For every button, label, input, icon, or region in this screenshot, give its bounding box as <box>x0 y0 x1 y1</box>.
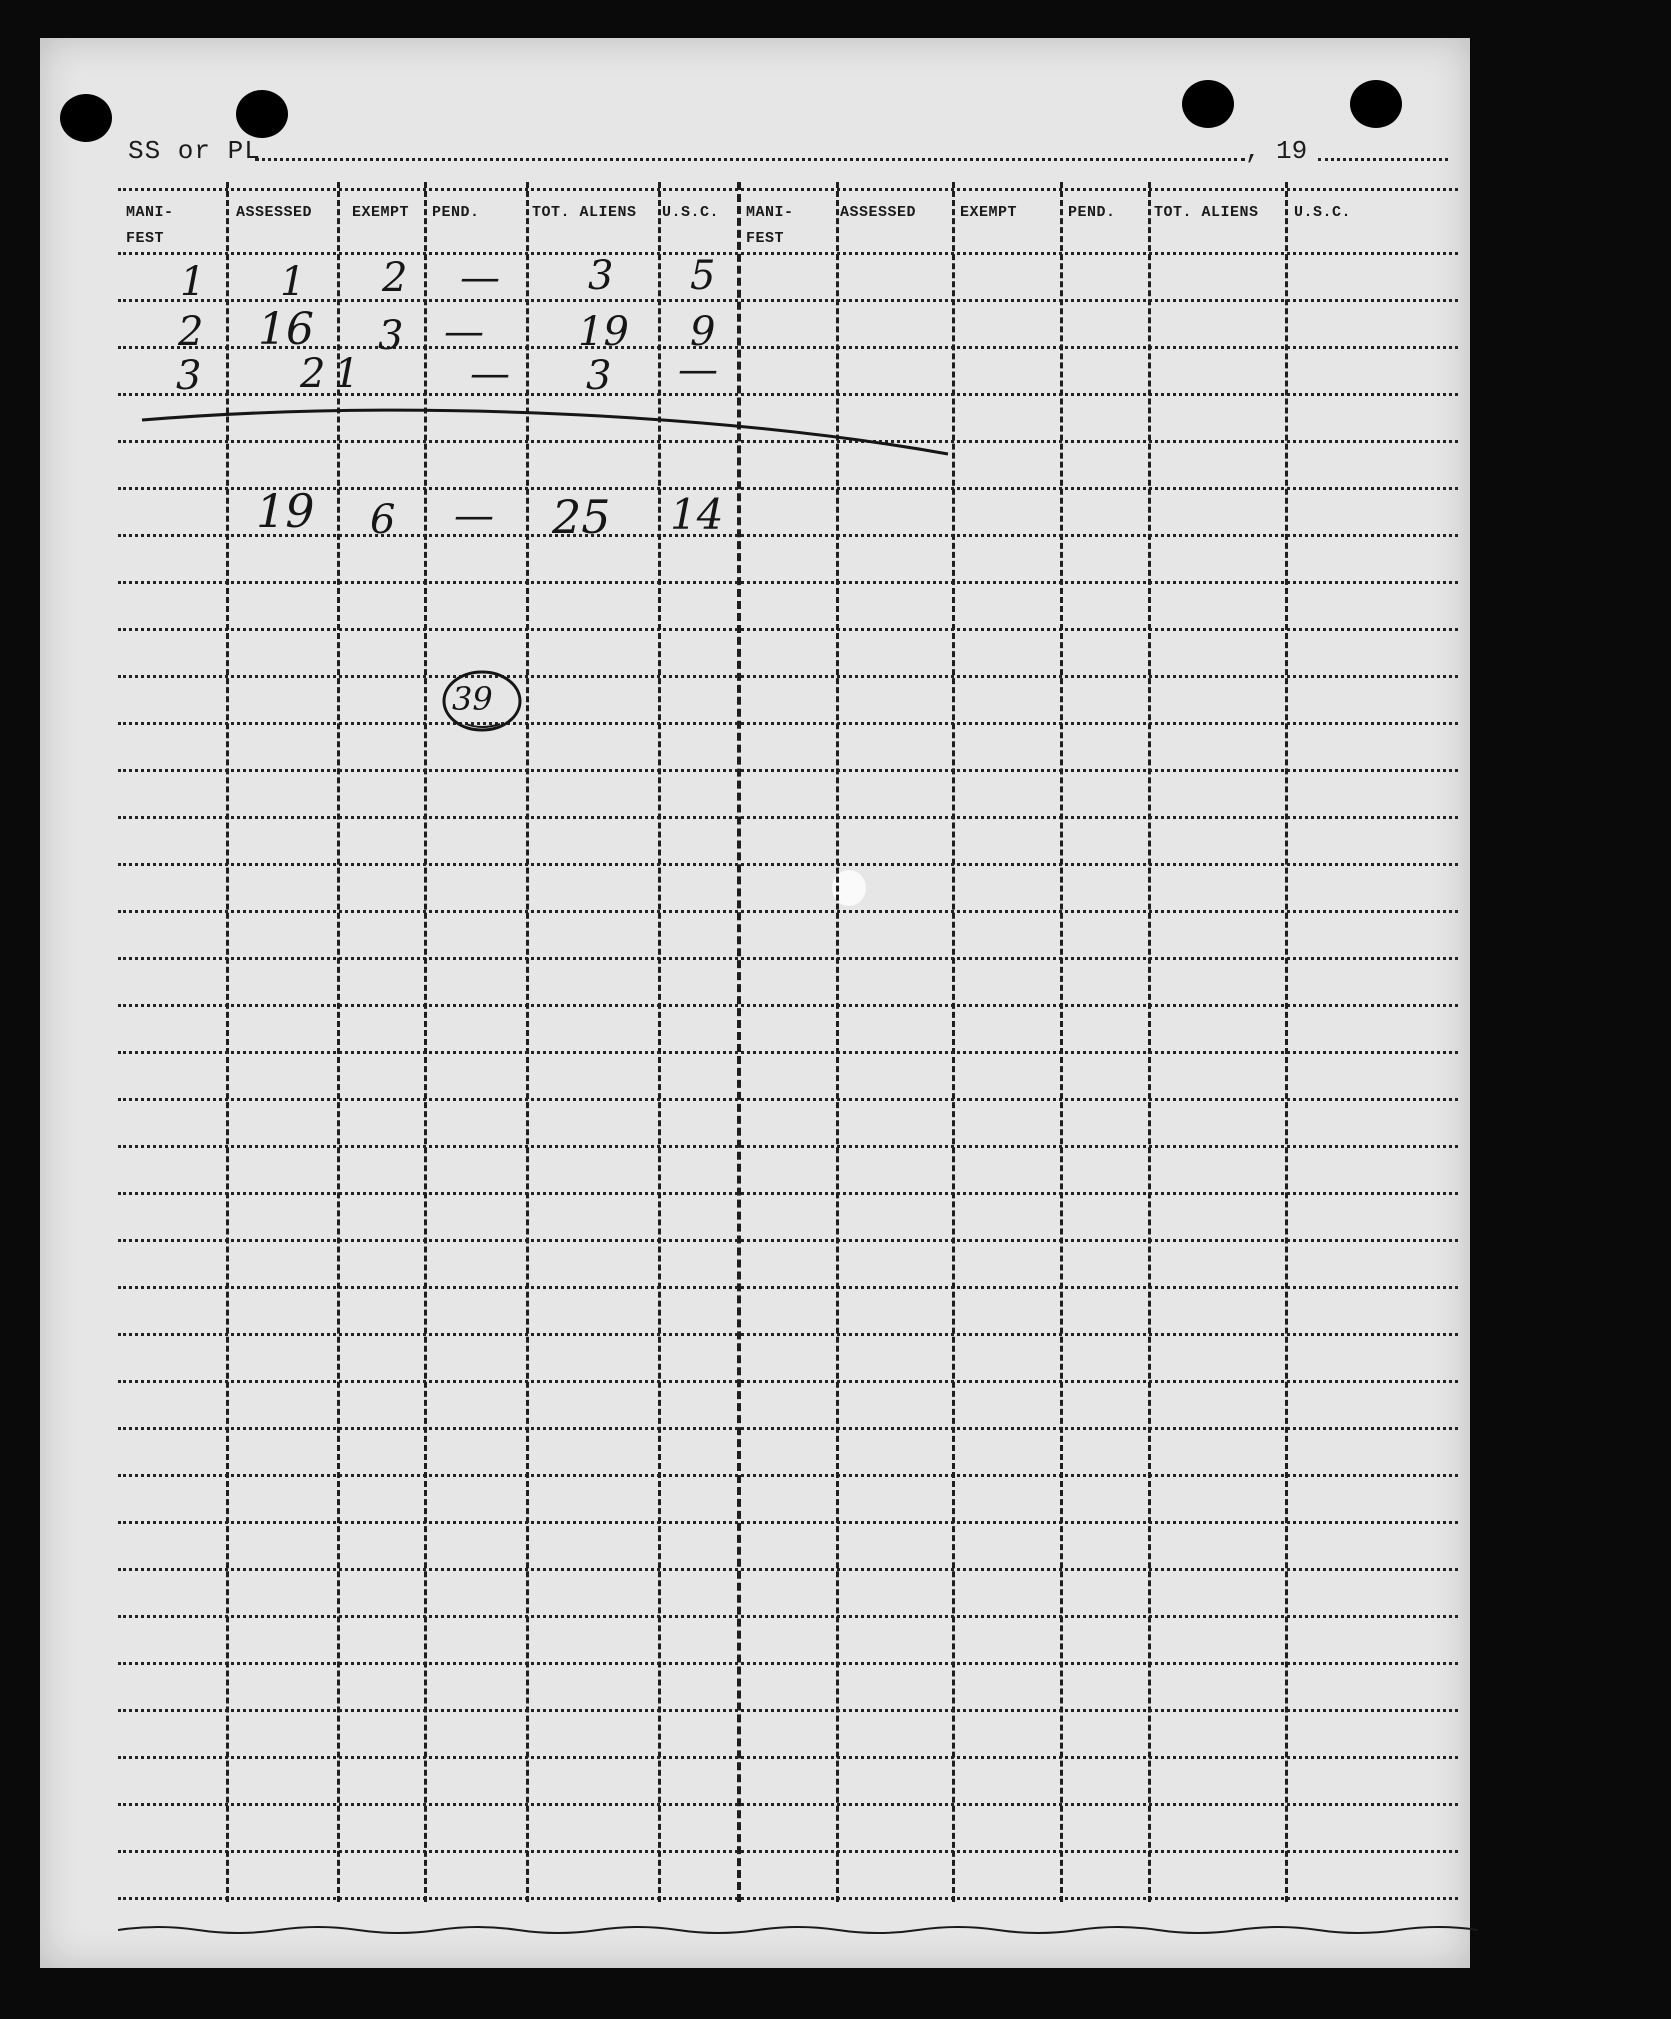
row-rule <box>118 722 1458 725</box>
header-exempt-left: EXEMPT <box>352 204 410 221</box>
row1-usc: 5 <box>690 253 716 299</box>
row2-pend: — <box>444 309 484 355</box>
row-rule <box>118 299 1458 302</box>
row-rule <box>118 675 1458 678</box>
row-rule <box>118 1427 1458 1430</box>
header-tot-aliens-right: TOT. ALIENS <box>1154 204 1259 221</box>
row2-manifest: 2 <box>178 309 204 355</box>
row3-exempt: 1 <box>334 351 360 397</box>
row2-exempt: 3 <box>378 313 404 359</box>
row-rule <box>118 769 1458 772</box>
year-line <box>1318 158 1448 161</box>
row3-manifest: 3 <box>176 353 202 399</box>
ship-name-line <box>255 158 1245 161</box>
row1-pend: — <box>460 255 500 301</box>
header-assessed-right: ASSESSED <box>840 204 917 221</box>
ship-label: SS or PL <box>128 136 261 166</box>
row-rule <box>118 1521 1458 1524</box>
row3-tot-aliens: 3 <box>586 353 612 399</box>
row-rule <box>118 1568 1458 1571</box>
row-rule <box>118 1098 1458 1101</box>
row-rule <box>118 487 1458 490</box>
row-rule <box>118 252 1458 255</box>
total-assessed: 19 <box>256 484 315 538</box>
row-rule <box>118 534 1458 537</box>
header-pend-left: PEND. <box>432 204 480 221</box>
row-rule <box>118 1803 1458 1806</box>
row1-exempt: 2 <box>382 255 408 301</box>
row-rule <box>118 1051 1458 1054</box>
row2-usc: 9 <box>690 309 716 355</box>
row-rule <box>118 910 1458 913</box>
header-tot-aliens-left: TOT. ALIENS <box>532 204 637 221</box>
row-rule <box>118 628 1458 631</box>
row2-assessed: 16 <box>258 304 314 355</box>
header-manifest-right: MANI- FEST <box>746 204 794 247</box>
form-sheet <box>40 38 1470 1968</box>
header-usc-right: U.S.C. <box>1294 204 1352 221</box>
row-rule <box>118 1239 1458 1242</box>
total-usc: 14 <box>670 490 724 539</box>
row-rule <box>118 1286 1458 1289</box>
header-exempt-right: EXEMPT <box>960 204 1018 221</box>
circled-grand-total: 39 <box>452 680 493 718</box>
header-usc-left: U.S.C. <box>662 204 720 221</box>
row-rule <box>118 1897 1458 1900</box>
header-manifest-left: MANI- FEST <box>126 204 174 247</box>
row3-usc: — <box>678 347 718 393</box>
row2-tot-aliens: 19 <box>578 309 629 355</box>
header-pend-right: PEND. <box>1068 204 1116 221</box>
row-rule <box>118 346 1458 349</box>
row-rule <box>118 1615 1458 1618</box>
punch-hole-1 <box>60 94 112 142</box>
row-rule <box>118 1145 1458 1148</box>
row-rule <box>118 1850 1458 1853</box>
punch-hole-3 <box>1182 80 1234 128</box>
bottom-rule <box>118 1920 1478 1940</box>
punch-hole-4 <box>1350 80 1402 128</box>
total-tot-aliens: 25 <box>552 490 611 544</box>
row3-assessed: 2 <box>300 351 326 397</box>
row1-assessed: 1 <box>280 259 306 305</box>
row-rule <box>118 1380 1458 1383</box>
total-underline <box>140 400 950 460</box>
row1-manifest: 1 <box>180 259 206 305</box>
year-label: 19 <box>1276 136 1308 166</box>
row-rule <box>118 1709 1458 1712</box>
row-rule <box>118 1192 1458 1195</box>
row1-tot-aliens: 3 <box>588 253 614 299</box>
row-rule <box>118 1756 1458 1759</box>
header-rule <box>118 188 1458 191</box>
row-rule <box>118 581 1458 584</box>
punch-hole-2 <box>236 90 288 138</box>
row-rule <box>118 957 1458 960</box>
row-rule <box>118 816 1458 819</box>
total-exempt: 6 <box>370 497 396 543</box>
row3-pend: — <box>470 351 510 397</box>
total-pend: — <box>454 493 494 539</box>
row-rule <box>118 1004 1458 1007</box>
year-comma: , <box>1245 136 1261 166</box>
row-rule <box>118 1333 1458 1336</box>
header-assessed-left: ASSESSED <box>236 204 313 221</box>
row-rule <box>118 863 1458 866</box>
row-rule <box>118 1662 1458 1665</box>
row-rule <box>118 1474 1458 1477</box>
